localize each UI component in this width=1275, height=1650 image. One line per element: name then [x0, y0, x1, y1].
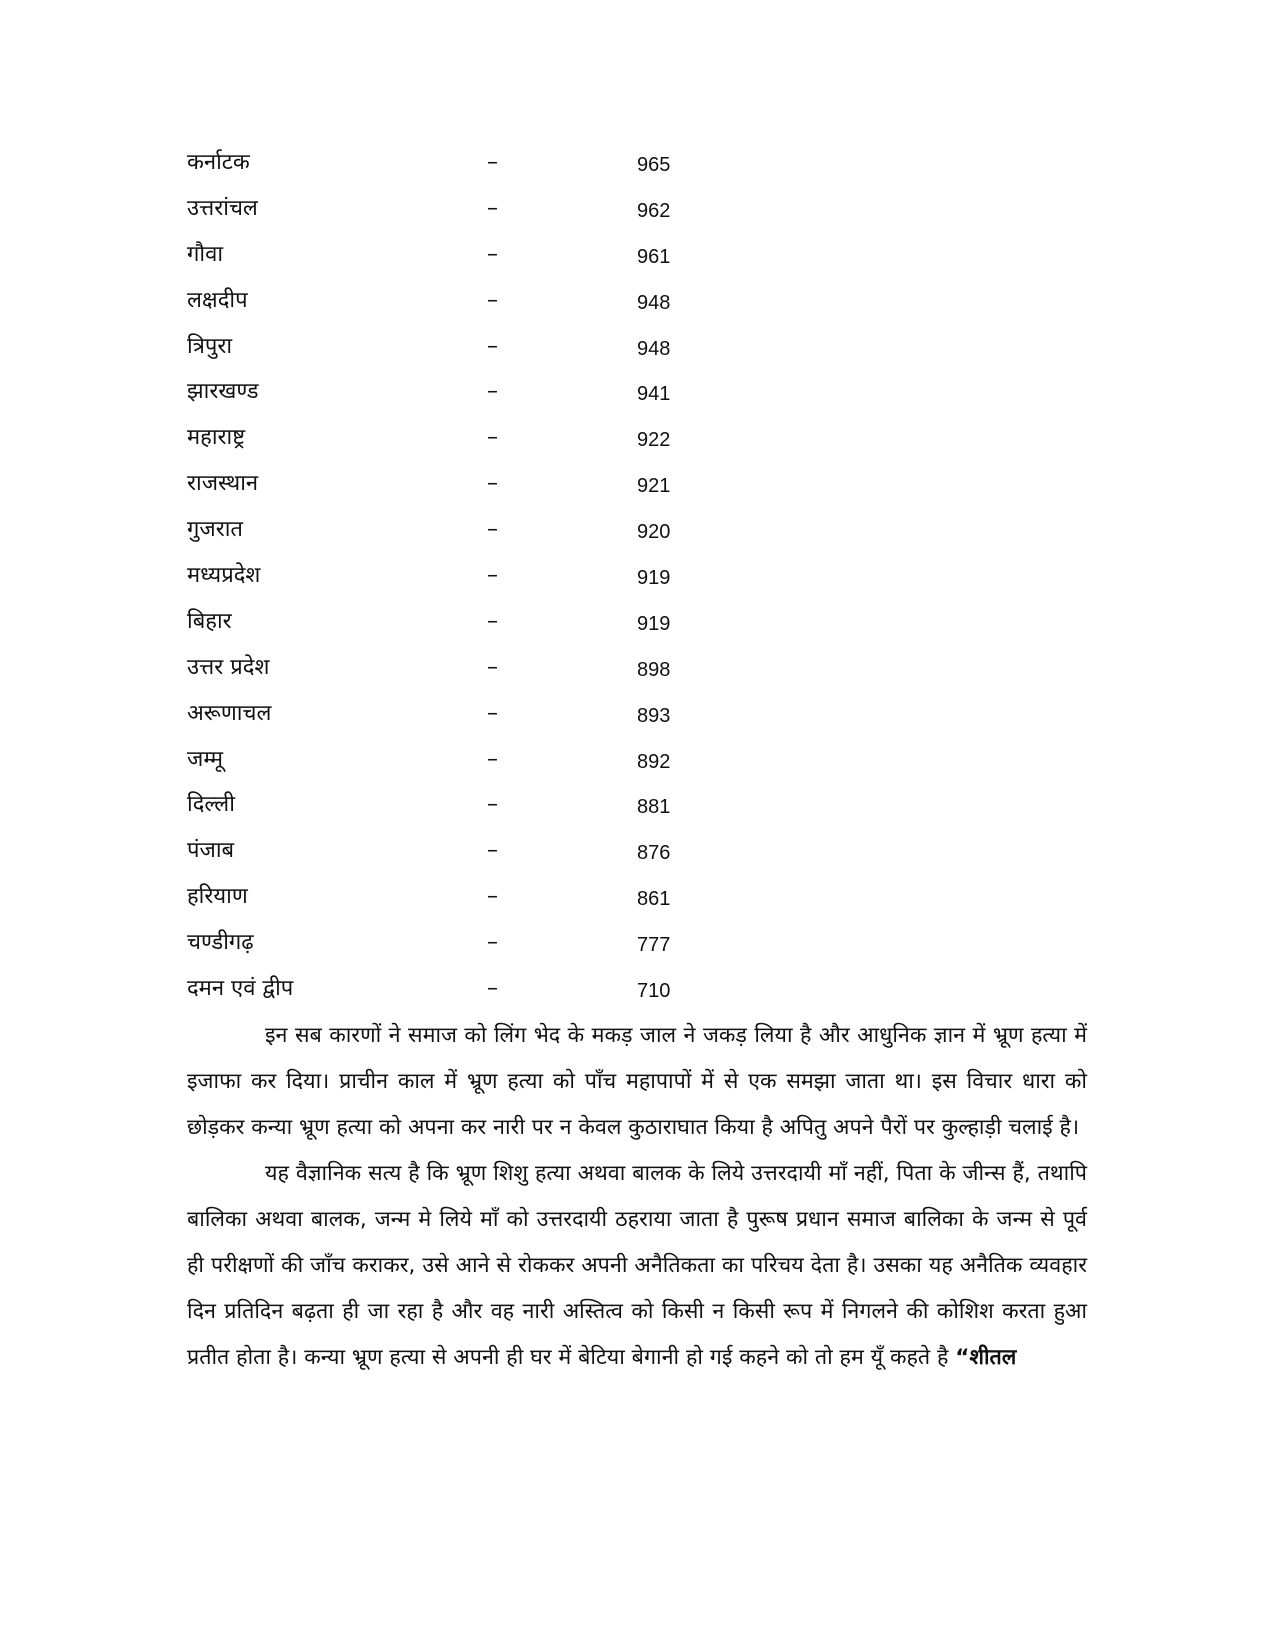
- list-item: [187, 146, 887, 192]
- ratio-value: 777: [637, 934, 671, 957]
- list-item: [187, 605, 887, 651]
- list-item: [187, 330, 887, 376]
- state-name: हरियाण: [187, 884, 248, 910]
- ratio-value: 965: [637, 154, 671, 176]
- paragraph-1: इन सब कारणों ने समाज को लिंग भेद के मकड़ जाल ने जकड़ लिया है और आधुनिक ज्ञान में भ्रूण हत्या में इजाफा कर दिया। प्राचीन काल में भ्रूण हत्या को पाँच महापापों में से एक समझा जाता था। इस विचार धारा को छोड़कर कन्या भ्रूण हत्या को अपना कर नारी पर न केवल कुठाराघात किया है अपितु अपने पैरों पर कुल्हाड़ी चलाई है।: [187, 1023, 1087, 1140]
- dash-separator: –: [487, 241, 498, 267]
- state-name: महाराष्ट्र: [187, 425, 246, 451]
- ratio-value: 881: [637, 796, 671, 819]
- dash-separator: –: [487, 930, 498, 956]
- paragraph-2: [187, 1151, 1087, 1381]
- state-name: उत्तरांचल: [187, 195, 258, 221]
- dash-separator: –: [487, 517, 498, 543]
- ratio-value: 961: [637, 245, 671, 268]
- state-name: पंजाब: [187, 838, 235, 864]
- state-name: बिहार: [187, 608, 232, 634]
- state-name: दमन एवं द्वीप: [187, 976, 294, 1002]
- state-name: दिल्ली: [187, 792, 235, 818]
- dash-separator: –: [487, 654, 498, 680]
- dash-separator: –: [487, 471, 498, 497]
- list-item: [187, 559, 887, 605]
- dash-separator: –: [487, 838, 498, 864]
- ratio-value: 710: [637, 980, 671, 1003]
- dash-separator: –: [487, 700, 498, 726]
- paragraph-2-text: यह वैज्ञानिक सत्य है कि भ्रूण शिशु हत्या अथवा बालक के लिये उत्तरदायी माँ नहीं, पिता के जीन्स हैं, तथापि बालिका अथवा बालक, जन्म मे लिये माँ को उत्तरदायी ठहराया जाता है पुरूष प्रधान समाज बालिका के जन्म से पूर्व ही परीक्षणों की जाँच कराकर, उसे आने से रोककर अपनी अनैतिकता का परिचय देता है। उसका यह अनैतिक व्यवहार दिन प्रतिदिन बढ़ता ही जा रहा है और वह नारी अस्तित्व को किसी न किसी रूप में निगलने की कोशिश करता हुआ प्रतीत होता है। कन्या भ्रूण हत्या से अपनी ही घर में बेटिया बेगानी हो गई कहने को तो हम यूँ कहते है: [187, 1161, 1087, 1370]
- ratio-value: 898: [637, 658, 671, 681]
- dash-separator: –: [487, 746, 498, 772]
- list-item: [187, 238, 887, 284]
- dash-separator: –: [487, 425, 498, 451]
- dash-separator: –: [487, 287, 498, 313]
- state-name: कर्नाटक: [187, 150, 250, 175]
- state-name: गौवा: [187, 241, 224, 267]
- ratio-value: 921: [637, 475, 671, 498]
- body-text: [187, 1013, 1087, 1381]
- dash-separator: –: [487, 608, 498, 634]
- list-item: [187, 880, 887, 926]
- list-item: [187, 926, 887, 972]
- state-name: लक्षदीप: [187, 287, 248, 313]
- ratio-value: 941: [637, 383, 671, 406]
- ratio-value: 892: [637, 750, 671, 773]
- ratio-value: 876: [637, 842, 671, 865]
- state-name: उत्तर प्रदेश: [187, 654, 270, 680]
- state-name: त्रिपुरा: [187, 333, 233, 359]
- dash-separator: –: [487, 792, 498, 818]
- list-item: [187, 375, 887, 421]
- ratio-value: 919: [637, 612, 671, 635]
- state-name: गुजरात: [187, 517, 243, 543]
- list-item: [187, 834, 887, 880]
- list-item: [187, 513, 887, 559]
- state-name: मध्यप्रदेश: [187, 563, 261, 589]
- state-name: अरूणाचल: [187, 700, 272, 726]
- dash-separator: –: [487, 379, 498, 405]
- ratio-value: 893: [637, 704, 671, 727]
- dash-separator: –: [487, 563, 498, 589]
- list-item: [187, 421, 887, 467]
- dash-separator: –: [487, 884, 498, 910]
- list-item: [187, 467, 887, 513]
- list-item: [187, 284, 887, 330]
- list-item: [187, 743, 887, 789]
- sex-ratio-list: [187, 146, 887, 1018]
- paragraph-2-bold-quote: “शीतल: [955, 1345, 1017, 1370]
- list-item: [187, 192, 887, 238]
- ratio-value: 948: [637, 291, 671, 314]
- list-item: [187, 651, 887, 697]
- ratio-value: 962: [637, 199, 671, 222]
- ratio-value: 922: [637, 429, 671, 452]
- state-name: जम्मू: [187, 746, 224, 772]
- list-item: [187, 697, 887, 743]
- ratio-value: 919: [637, 567, 671, 590]
- state-name: राजस्थान: [187, 471, 259, 497]
- ratio-value: 948: [637, 337, 671, 360]
- dash-separator: –: [487, 195, 498, 221]
- ratio-value: 861: [637, 888, 671, 911]
- state-name: चण्डीगढ़: [187, 930, 254, 956]
- dash-separator: –: [487, 976, 498, 1002]
- ratio-value: 920: [637, 521, 671, 544]
- dash-separator: –: [487, 333, 498, 359]
- list-item: [187, 972, 887, 1018]
- dash-separator: –: [487, 150, 498, 175]
- state-name: झारखण्ड: [187, 379, 259, 405]
- list-item: [187, 788, 887, 834]
